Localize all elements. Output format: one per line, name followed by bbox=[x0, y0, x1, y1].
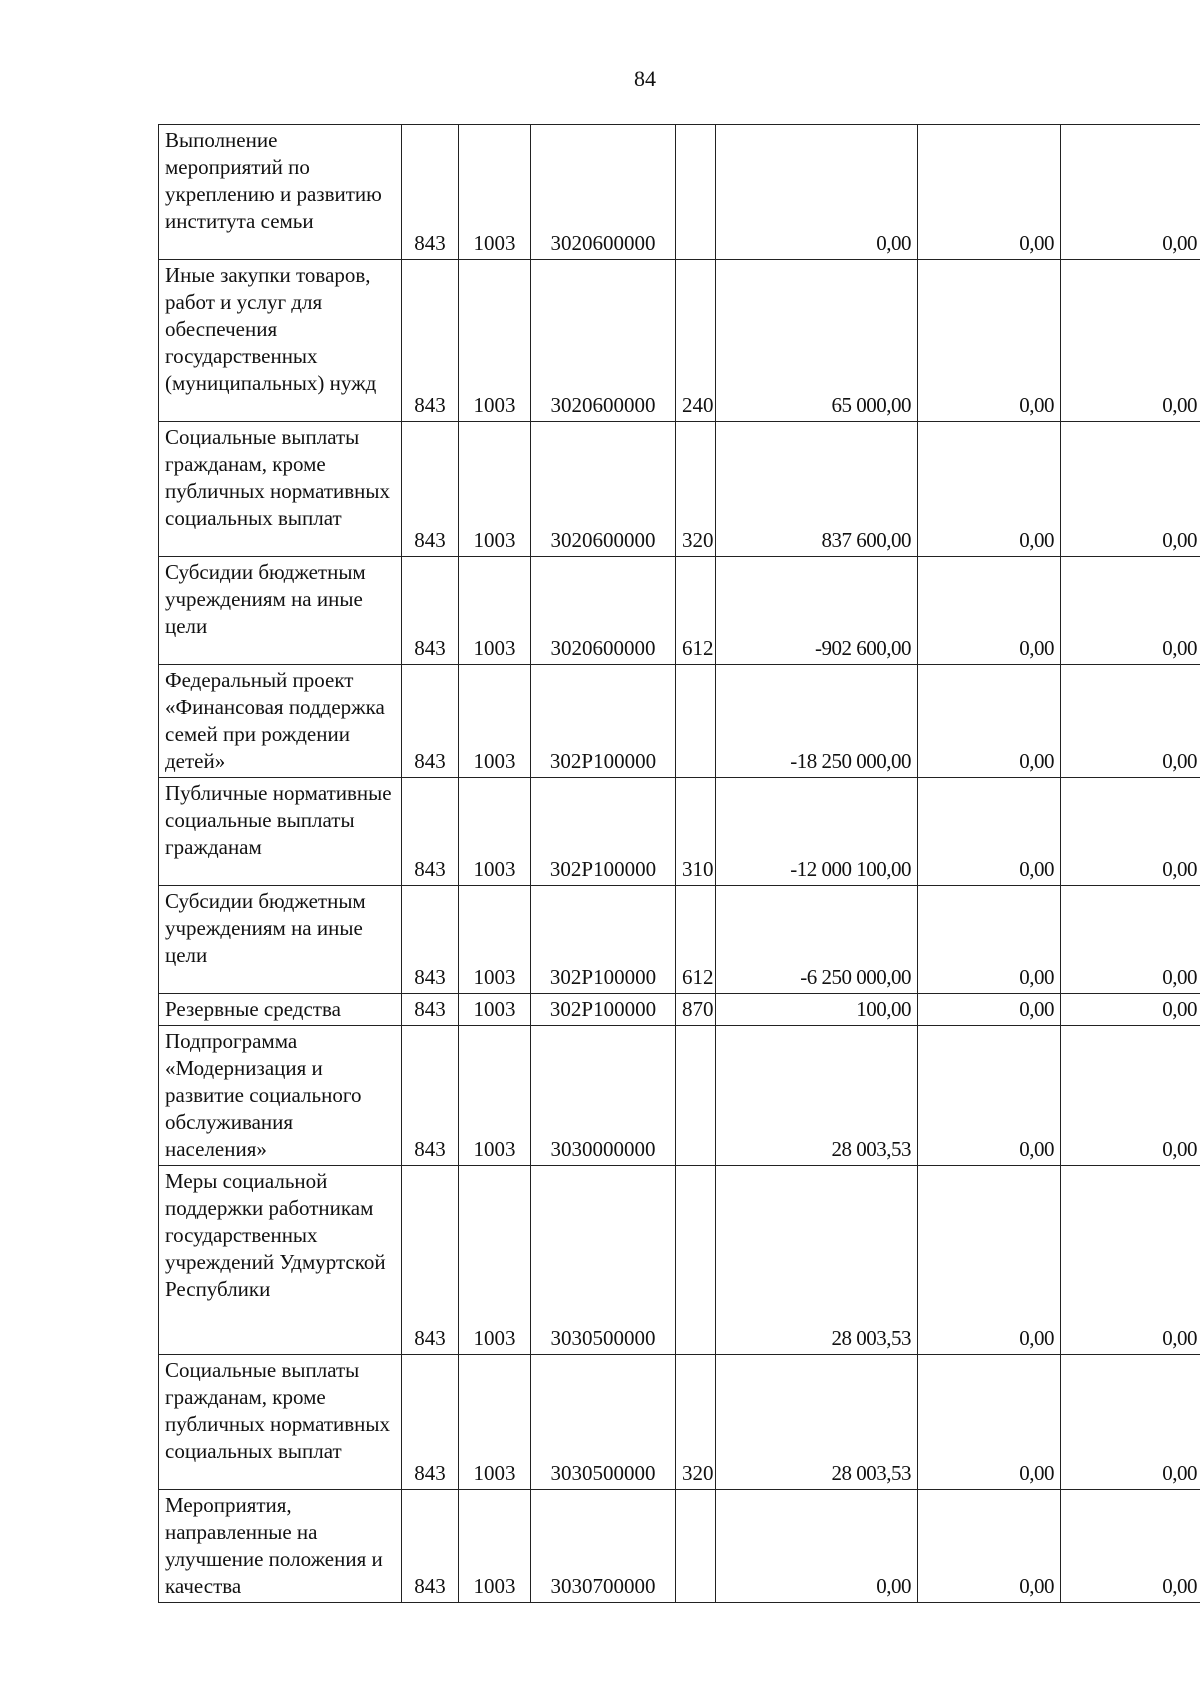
budget-table bbox=[158, 124, 1200, 1603]
grbs-code: 843 bbox=[402, 557, 459, 665]
amount-3: 0,00 bbox=[1061, 1026, 1200, 1166]
target-article-code: 3020600000 bbox=[531, 125, 676, 260]
expense-type-code: 320 bbox=[676, 422, 716, 557]
target-article-code: 302P100000 bbox=[531, 886, 676, 994]
table-row bbox=[159, 1490, 1200, 1603]
amount-1: 0,00 bbox=[716, 1490, 918, 1603]
amount-2: 0,00 bbox=[918, 778, 1061, 886]
amount-1: 65 000,00 bbox=[716, 260, 918, 422]
target-article-code: 302P100000 bbox=[531, 994, 676, 1026]
amount-2: 0,00 bbox=[918, 1166, 1061, 1355]
target-article-code: 3020600000 bbox=[531, 260, 676, 422]
section-code: 1003 bbox=[459, 557, 531, 665]
amount-3: 0,00 bbox=[1061, 260, 1200, 422]
amount-1: -6 250 000,00 bbox=[716, 886, 918, 994]
amount-3: 0,00 bbox=[1061, 778, 1200, 886]
amount-2: 0,00 bbox=[918, 886, 1061, 994]
target-article-code: 302P100000 bbox=[531, 665, 676, 778]
amount-1: 0,00 bbox=[716, 125, 918, 260]
amount-3: 0,00 bbox=[1061, 1166, 1200, 1355]
section-code: 1003 bbox=[459, 260, 531, 422]
table-row bbox=[159, 125, 1200, 260]
row-name: Федеральный проект «Финансовая поддержка семей при рождении детей» bbox=[159, 665, 402, 778]
target-article-code: 302P100000 bbox=[531, 778, 676, 886]
amount-3: 0,00 bbox=[1061, 557, 1200, 665]
expense-type-code bbox=[676, 665, 716, 778]
amount-3: 0,00 bbox=[1061, 125, 1200, 260]
row-name: Меры социальной поддержки работникам государственных учреждений Удмуртской Республики bbox=[159, 1166, 402, 1355]
grbs-code: 843 bbox=[402, 422, 459, 557]
amount-3: 0,00 bbox=[1061, 1355, 1200, 1490]
grbs-code: 843 bbox=[402, 665, 459, 778]
section-code: 1003 bbox=[459, 422, 531, 557]
target-article-code: 3030000000 bbox=[531, 1026, 676, 1166]
amount-2: 0,00 bbox=[918, 1490, 1061, 1603]
section-code: 1003 bbox=[459, 1166, 531, 1355]
amount-2: 0,00 bbox=[918, 557, 1061, 665]
row-name: Субсидии бюджетным учреждениям на иные цели bbox=[159, 886, 402, 994]
amount-3: 0,00 bbox=[1061, 1490, 1200, 1603]
amount-1: -18 250 000,00 bbox=[716, 665, 918, 778]
row-name: Социальные выплаты гражданам, кроме публичных нормативных социальных выплат bbox=[159, 422, 402, 557]
section-code: 1003 bbox=[459, 994, 531, 1026]
amount-3: 0,00 bbox=[1061, 886, 1200, 994]
grbs-code: 843 bbox=[402, 994, 459, 1026]
section-code: 1003 bbox=[459, 1026, 531, 1166]
section-code: 1003 bbox=[459, 125, 531, 260]
grbs-code: 843 bbox=[402, 260, 459, 422]
amount-2: 0,00 bbox=[918, 994, 1061, 1026]
section-code: 1003 bbox=[459, 778, 531, 886]
target-article-code: 3030500000 bbox=[531, 1355, 676, 1490]
target-article-code: 3020600000 bbox=[531, 557, 676, 665]
expense-type-code: 870 bbox=[676, 994, 716, 1026]
table-row bbox=[159, 1355, 1200, 1490]
target-article-code: 3020600000 bbox=[531, 422, 676, 557]
amount-2: 0,00 bbox=[918, 422, 1061, 557]
amount-3: 0,00 bbox=[1061, 422, 1200, 557]
table-row bbox=[159, 557, 1200, 665]
table-row bbox=[159, 1026, 1200, 1166]
expense-type-code: 612 bbox=[676, 886, 716, 994]
expense-type-code bbox=[676, 125, 716, 260]
expense-type-code: 240 bbox=[676, 260, 716, 422]
expense-type-code: 320 bbox=[676, 1355, 716, 1490]
page-number: 84 bbox=[634, 66, 656, 91]
expense-type-code bbox=[676, 1166, 716, 1355]
amount-3: 0,00 bbox=[1061, 665, 1200, 778]
amount-1: 28 003,53 bbox=[716, 1166, 918, 1355]
amount-1: 28 003,53 bbox=[716, 1355, 918, 1490]
target-article-code: 3030500000 bbox=[531, 1166, 676, 1355]
amount-2: 0,00 bbox=[918, 125, 1061, 260]
table-row bbox=[159, 422, 1200, 557]
grbs-code: 843 bbox=[402, 1026, 459, 1166]
amount-3: 0,00 bbox=[1061, 994, 1200, 1026]
amount-1: -902 600,00 bbox=[716, 557, 918, 665]
row-name: Субсидии бюджетным учреждениям на иные цели bbox=[159, 557, 402, 665]
target-article-code: 3030700000 bbox=[531, 1490, 676, 1603]
grbs-code: 843 bbox=[402, 125, 459, 260]
table-row bbox=[159, 886, 1200, 994]
grbs-code: 843 bbox=[402, 1355, 459, 1490]
expense-type-code: 310 bbox=[676, 778, 716, 886]
expense-type-code: 612 bbox=[676, 557, 716, 665]
table-row bbox=[159, 778, 1200, 886]
table-row bbox=[159, 994, 1200, 1026]
section-code: 1003 bbox=[459, 1355, 531, 1490]
amount-2: 0,00 bbox=[918, 260, 1061, 422]
row-name: Выполнение мероприятий по укреплению и развитию института семьи bbox=[159, 125, 402, 260]
expense-type-code bbox=[676, 1490, 716, 1603]
grbs-code: 843 bbox=[402, 778, 459, 886]
section-code: 1003 bbox=[459, 886, 531, 994]
row-name: Социальные выплаты гражданам, кроме публичных нормативных социальных выплат bbox=[159, 1355, 402, 1490]
amount-1: 100,00 bbox=[716, 994, 918, 1026]
amount-2: 0,00 bbox=[918, 1355, 1061, 1490]
amount-2: 0,00 bbox=[918, 665, 1061, 778]
row-name: Иные закупки товаров, работ и услуг для обеспечения государственных (муниципальных) нужд bbox=[159, 260, 402, 422]
amount-1: 837 600,00 bbox=[716, 422, 918, 557]
section-code: 1003 bbox=[459, 1490, 531, 1603]
row-name: Публичные нормативные социальные выплаты гражданам bbox=[159, 778, 402, 886]
row-name: Резервные средства bbox=[159, 994, 402, 1026]
row-name: Подпрограмма «Модернизация и развитие социального обслуживания населения» bbox=[159, 1026, 402, 1166]
row-name: Мероприятия, направленные на улучшение положения и качества bbox=[159, 1490, 402, 1603]
grbs-code: 843 bbox=[402, 886, 459, 994]
grbs-code: 843 bbox=[402, 1166, 459, 1355]
amount-2: 0,00 bbox=[918, 1026, 1061, 1166]
amount-1: 28 003,53 bbox=[716, 1026, 918, 1166]
table-row bbox=[159, 1166, 1200, 1355]
amount-1: -12 000 100,00 bbox=[716, 778, 918, 886]
section-code: 1003 bbox=[459, 665, 531, 778]
table-row bbox=[159, 260, 1200, 422]
grbs-code: 843 bbox=[402, 1490, 459, 1603]
expense-type-code bbox=[676, 1026, 716, 1166]
table-row bbox=[159, 665, 1200, 778]
